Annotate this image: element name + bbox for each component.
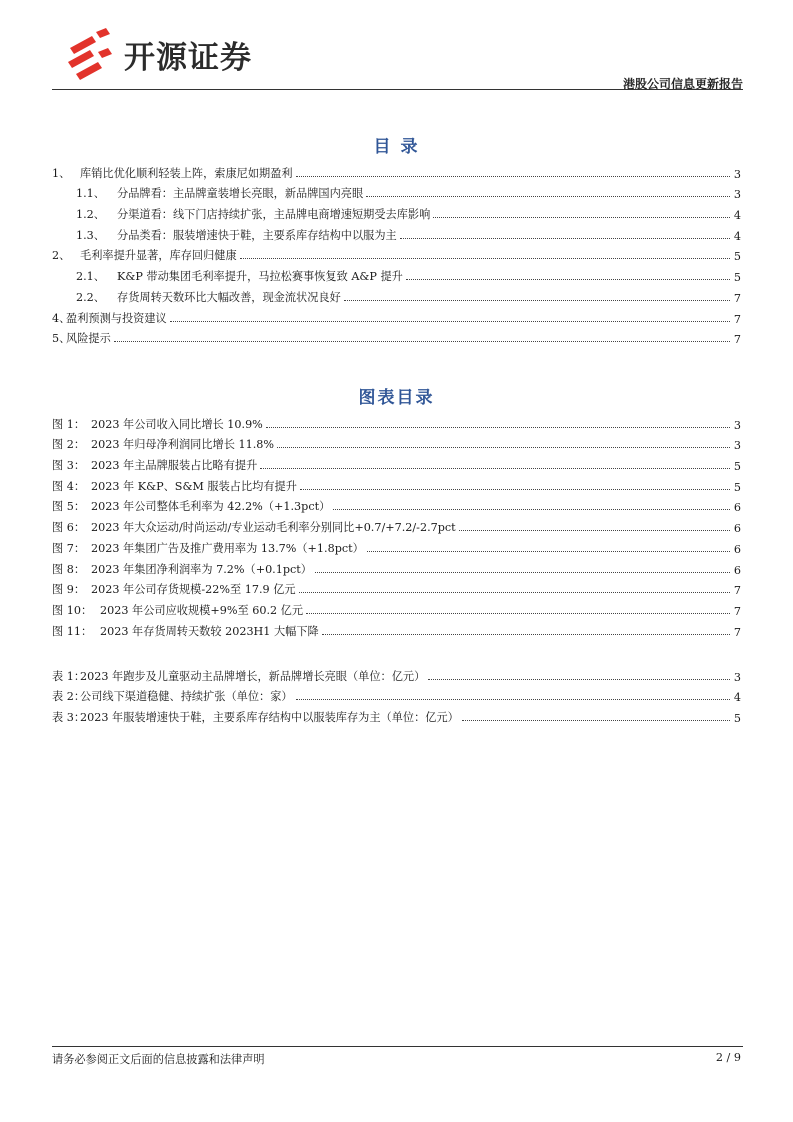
entry-title: 2023 年集团净利润率为 7.2%（+0.1pct） xyxy=(91,562,312,576)
entry-number: 1、 xyxy=(52,166,71,180)
entry-title: 2023 年集团广告及推广费用率为 13.7%（+1.8pct） xyxy=(91,541,364,555)
figure-entry[interactable] xyxy=(52,577,741,598)
entry-number: 5、 xyxy=(52,332,71,346)
toc-entry[interactable] xyxy=(52,305,741,326)
footer-rule xyxy=(52,1046,743,1047)
dot-leader xyxy=(296,175,730,177)
logo-text: 开源证券 xyxy=(124,40,252,76)
toc-entry[interactable] xyxy=(52,181,741,202)
dot-leader xyxy=(296,698,730,700)
entry-number: 1.2、 xyxy=(76,208,105,222)
dot-leader xyxy=(366,195,730,197)
figure-entry[interactable] xyxy=(52,432,741,453)
entry-title: 2023 年归母净利润同比增长 11.8% xyxy=(91,438,274,452)
dot-leader xyxy=(344,299,730,301)
entry-page-number: 3 xyxy=(733,188,741,202)
toc-title: 目 录 xyxy=(373,137,420,157)
entry-title: 风险提示 xyxy=(66,332,111,346)
entry-number: 1.1、 xyxy=(76,187,105,201)
entry-page-number: 5 xyxy=(733,250,741,264)
dot-leader xyxy=(333,508,730,510)
entry-page-number: 5 xyxy=(733,712,741,726)
entry-page-number: 7 xyxy=(733,625,741,639)
entry-number: 表 2： xyxy=(52,690,86,704)
entry-page-number: 4 xyxy=(733,229,741,243)
entry-number: 2.2、 xyxy=(76,290,105,304)
dot-leader xyxy=(299,591,730,593)
footer-page-number: 2 / 9 xyxy=(715,1051,741,1064)
dot-leader xyxy=(170,320,730,322)
entry-number: 图 6： xyxy=(52,521,86,535)
entry-title: 库销比优化顺利轻装上阵，索康尼如期盈利 xyxy=(80,166,293,180)
dot-leader xyxy=(240,257,730,259)
entry-title: 分渠道看：线下门店持续扩张，主品牌电商增速短期受去库影响 xyxy=(117,208,431,222)
entry-number: 表 3： xyxy=(52,711,86,725)
entry-number: 表 1： xyxy=(52,669,86,683)
entry-page-number: 6 xyxy=(733,563,741,577)
toc-entry[interactable] xyxy=(52,222,741,243)
entry-page-number: 7 xyxy=(733,333,741,347)
dot-leader xyxy=(459,529,730,531)
entry-number: 1.3、 xyxy=(76,228,105,242)
entry-title: 公司线下渠道稳健、持续扩张（单位：家） xyxy=(80,690,293,704)
entry-number: 图 3： xyxy=(52,459,86,473)
dot-leader xyxy=(322,633,730,635)
entry-number: 图 2： xyxy=(52,438,86,452)
entry-number: 4、 xyxy=(52,311,71,325)
figure-entry[interactable] xyxy=(52,556,741,577)
dot-leader xyxy=(367,550,730,552)
entry-page-number: 3 xyxy=(733,418,741,432)
table-entry[interactable] xyxy=(52,704,741,725)
figures-title: 图表目录 xyxy=(358,388,435,408)
entry-title: 盈利预测与投资建议 xyxy=(66,311,167,325)
entry-title: 存货周转天数环比大幅改善，现金流状况良好 xyxy=(117,290,341,304)
toc-list xyxy=(52,160,741,346)
company-logo xyxy=(66,28,286,84)
dot-leader xyxy=(406,278,730,280)
entry-title: 2023 年服装增速快于鞋，主要系库存结构中以服装库存为主（单位：亿元） xyxy=(80,711,459,725)
dot-leader xyxy=(462,719,730,721)
entry-title: 分品牌看：主品牌童装增长亮眼，新品牌国内亮眼 xyxy=(117,187,364,201)
entry-page-number: 5 xyxy=(733,460,741,474)
entry-number: 图 7： xyxy=(52,541,86,555)
entry-number: 图 11： xyxy=(52,624,93,638)
figure-entry[interactable] xyxy=(52,514,741,535)
entry-title: 分品类看：服装增速快于鞋，主要系库存结构中以服为主 xyxy=(117,228,397,242)
dot-leader xyxy=(315,571,730,573)
entry-title: 2023 年大众运动/时尚运动/专业运动毛利率分别同比+0.7/+7.2/-2.7pct xyxy=(91,521,456,535)
dot-leader xyxy=(260,467,730,469)
entry-page-number: 3 xyxy=(733,167,741,181)
toc-entry[interactable] xyxy=(52,263,741,284)
entry-number: 图 9： xyxy=(52,583,86,597)
entry-number: 图 8： xyxy=(52,562,86,576)
entry-page-number: 6 xyxy=(733,501,741,515)
entry-title: 2023 年公司应收规模+9%至 60.2 亿元 xyxy=(100,603,304,617)
entry-title: 2023 年跑步及儿童驱动主品牌增长，新品牌增长亮眼（单位：亿元） xyxy=(80,669,426,683)
dot-leader xyxy=(266,426,730,428)
figure-list xyxy=(52,411,741,639)
entry-title: 2023 年存货周转天数较 2023H1 大幅下降 xyxy=(100,624,319,638)
logo-mark-icon xyxy=(66,28,114,80)
entry-number: 图 5： xyxy=(52,500,86,514)
dot-leader xyxy=(114,340,730,342)
table-entry[interactable] xyxy=(52,684,741,705)
toc-entry[interactable] xyxy=(52,284,741,305)
header-rule xyxy=(52,89,743,90)
entry-page-number: 5 xyxy=(733,480,741,494)
figure-entry[interactable] xyxy=(52,618,741,639)
table-list xyxy=(52,663,741,725)
dot-leader xyxy=(300,488,730,490)
footer-disclaimer: 请务必参阅正文后面的信息披露和法律声明 xyxy=(52,1053,265,1066)
entry-title: 2023 年主品牌服装占比略有提升 xyxy=(91,459,258,473)
entry-page-number: 4 xyxy=(733,691,741,705)
entry-page-number: 3 xyxy=(733,439,741,453)
figure-entry[interactable] xyxy=(52,452,741,473)
report-type: 港股公司信息更新报告 xyxy=(622,77,743,91)
toc-entry[interactable] xyxy=(52,326,741,347)
dot-leader xyxy=(433,216,730,218)
entry-title: 2023 年 K&P、S&M 服装占比均有提升 xyxy=(91,479,297,493)
entry-page-number: 4 xyxy=(733,209,741,223)
entry-page-number: 7 xyxy=(733,584,741,598)
toc-entry[interactable] xyxy=(52,243,741,264)
table-entry[interactable] xyxy=(52,663,741,684)
entry-page-number: 3 xyxy=(733,670,741,684)
entry-page-number: 6 xyxy=(733,542,741,556)
entry-title: 2023 年公司整体毛利率为 42.2%（+1.3pct） xyxy=(91,500,331,514)
dot-leader xyxy=(277,446,730,448)
dot-leader xyxy=(400,237,730,239)
entry-number: 图 4： xyxy=(52,479,86,493)
entry-title: 毛利率提升显著，库存回归健康 xyxy=(80,249,237,263)
page-header xyxy=(52,22,743,90)
dot-leader xyxy=(428,678,730,680)
entry-number: 2、 xyxy=(52,249,71,263)
toc-entry[interactable] xyxy=(52,160,741,181)
dot-leader xyxy=(306,612,730,614)
toc-entry[interactable] xyxy=(52,201,741,222)
entry-title: 2023 年公司收入同比增长 10.9% xyxy=(91,417,263,431)
entry-number: 2.1、 xyxy=(76,270,105,284)
figure-entry[interactable] xyxy=(52,597,741,618)
entry-title: K&P 带动集团毛利率提升，马拉松赛事恢复致 A&P 提升 xyxy=(117,270,403,284)
entry-page-number: 7 xyxy=(733,291,741,305)
entry-page-number: 7 xyxy=(733,604,741,618)
entry-number: 图 1： xyxy=(52,417,86,431)
figure-entry[interactable] xyxy=(52,494,741,515)
entry-page-number: 7 xyxy=(733,312,741,326)
entry-page-number: 5 xyxy=(733,271,741,285)
entry-number: 图 10： xyxy=(52,603,93,617)
figure-entry[interactable] xyxy=(52,473,741,494)
figure-entry[interactable] xyxy=(52,535,741,556)
figure-entry[interactable] xyxy=(52,411,741,432)
entry-title: 2023 年公司存货规模-22%至 17.9 亿元 xyxy=(91,583,296,597)
entry-page-number: 6 xyxy=(733,522,741,536)
